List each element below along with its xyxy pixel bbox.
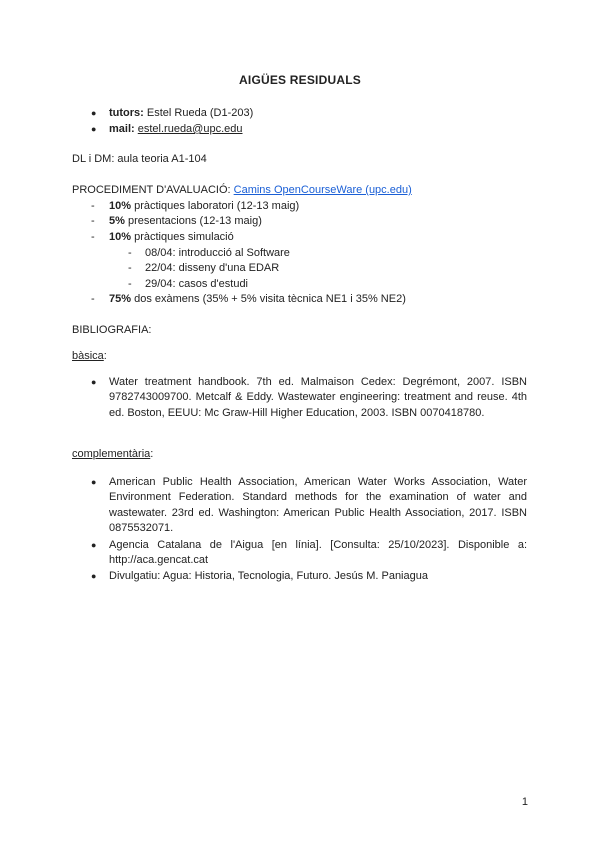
tutors-line bbox=[109, 106, 253, 120]
evaluation-item-text: presentacions (12-13 maig) bbox=[124, 215, 262, 227]
dash-icon: - bbox=[91, 293, 95, 305]
complementary-subheading: complementària: bbox=[72, 448, 154, 460]
evaluation-item-pct: 75% bbox=[109, 293, 132, 305]
evaluation-heading bbox=[72, 183, 412, 197]
evaluation-item bbox=[109, 214, 262, 228]
complementary-label: complementària bbox=[72, 448, 151, 460]
dash-icon: - bbox=[91, 200, 95, 212]
page-number: 1 bbox=[521, 796, 528, 808]
bullet-icon: ● bbox=[91, 377, 97, 387]
room-info: DL i DM: aula teoria A1-104 bbox=[72, 153, 207, 165]
evaluation-item bbox=[109, 292, 406, 306]
simulation-session: 08/04: introducció al Software bbox=[145, 247, 290, 259]
evaluation-item-text: pràctiques simulació bbox=[131, 231, 234, 243]
tutors-label: tutors: bbox=[109, 107, 144, 119]
dash-icon: - bbox=[91, 215, 95, 227]
bullet-icon: ● bbox=[91, 571, 97, 581]
page-title: AIGÜES RESIDUALS bbox=[239, 73, 361, 87]
dash-icon: - bbox=[128, 262, 132, 274]
evaluation-item-text: dos exàmens (35% + 5% visita tècnica NE1 i 35% NE2) bbox=[131, 293, 406, 305]
basic-label: bàsica bbox=[72, 350, 104, 362]
evaluation-label: PROCEDIMENT D'AVALUACIÓ: bbox=[72, 184, 234, 196]
complementary-reference: Agencia Catalana de l'Aigua [en línia]. [Consulta: 25/10/2023]. Disponible a: http://aca.gencat.cat bbox=[109, 539, 527, 567]
dash-icon: - bbox=[128, 247, 132, 259]
bibliography-heading: BIBLIOGRAFIA: bbox=[72, 324, 152, 336]
opencourseware-link[interactable]: Camins OpenCourseWare (upc.edu) bbox=[233, 184, 412, 196]
bullet-icon: ● bbox=[91, 108, 97, 118]
basic-subheading: bàsica: bbox=[72, 350, 107, 362]
evaluation-item-pct: 5% bbox=[109, 215, 125, 227]
complementary-reference: Divulgatiu: Agua: Historia, Tecnologia, Futuro. Jesús M. Paniagua bbox=[109, 570, 428, 582]
bullet-icon: ● bbox=[91, 124, 97, 134]
evaluation-item-pct: 10% bbox=[109, 231, 132, 243]
evaluation-item-text: pràctiques laboratori (12-13 maig) bbox=[131, 200, 300, 212]
bullet-icon: ● bbox=[91, 477, 97, 487]
simulation-session: 22/04: disseny d'una EDAR bbox=[145, 262, 280, 274]
complementary-reference: American Public Health Association, American Water Works Association, Water Environment Federation. Standard methods for the examination of water and wastewater. 23rd ed. Washington: American Public Health Association, 2017. ISBN 0875532071. bbox=[109, 476, 527, 534]
evaluation-item-pct: 10% bbox=[109, 200, 132, 212]
mail-link[interactable]: estel.rueda@upc.edu bbox=[137, 123, 243, 135]
simulation-session: 29/04: casos d'estudi bbox=[145, 278, 249, 290]
evaluation-item bbox=[109, 230, 234, 244]
mail-line bbox=[109, 122, 243, 136]
basic-reference: Water treatment handbook. 7th ed. Malmaison Cedex: Degrémont, 2007. ISBN 9782743009700. Metcalf & Eddy. Wastewater engineering: treatment and reuse. 4th ed. Boston, EEUU: Mc Graw-Hill Higher Education, 2003. ISBN 0070418780. bbox=[109, 376, 527, 419]
mail-label: mail: bbox=[109, 123, 135, 135]
dash-icon: - bbox=[91, 231, 95, 243]
bullet-icon: ● bbox=[91, 540, 97, 550]
dash-icon: - bbox=[128, 278, 132, 290]
evaluation-item bbox=[109, 199, 299, 213]
tutors-value: Estel Rueda (D1-203) bbox=[143, 107, 254, 119]
